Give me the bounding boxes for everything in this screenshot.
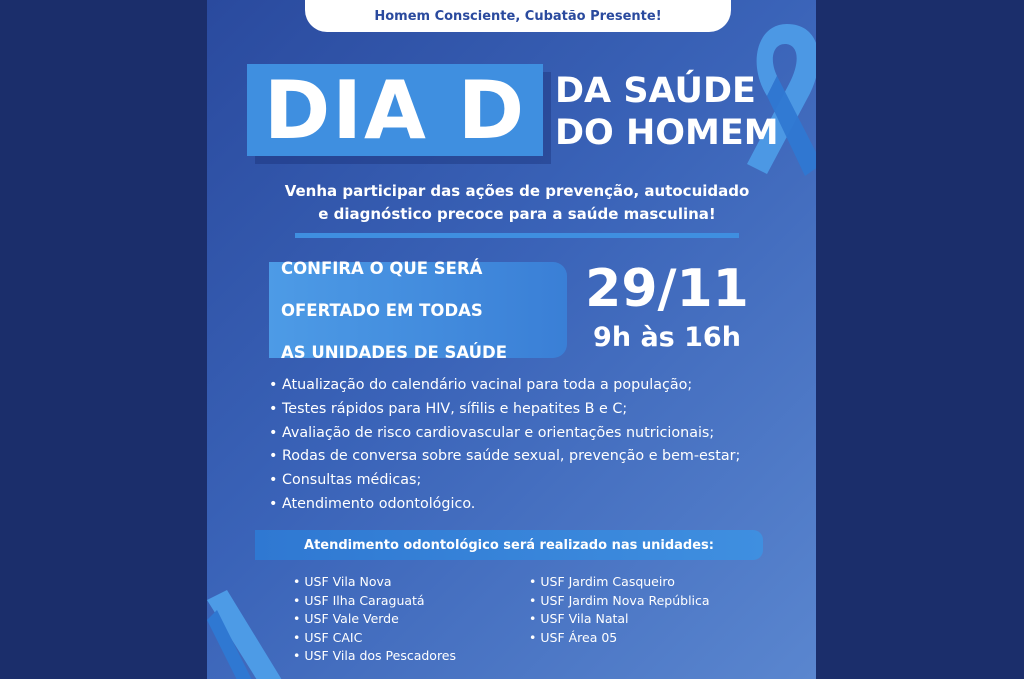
subtitle	[247, 180, 787, 226]
list-item: • USF Ilha Caraguatá	[293, 592, 456, 611]
offerings-list	[269, 374, 740, 517]
list-item: • Testes rápidos para HIV, sífilis e hepatites B e C;	[269, 398, 740, 422]
list-item: • USF Jardim Nova República	[529, 592, 710, 611]
list-item: • USF Jardim Casqueiro	[529, 573, 710, 592]
page-title	[555, 70, 779, 154]
awareness-ribbon-icon	[207, 590, 287, 679]
title-line-1: DA SAÚDE	[555, 71, 756, 111]
list-item: • USF Vila Nova	[293, 573, 456, 592]
poster	[207, 0, 816, 679]
list-item: • USF Vila dos Pescadores	[293, 647, 456, 666]
subtitle-line-2: e diagnóstico precoce para a saúde masculina!	[318, 205, 716, 223]
units-banner-text: Atendimento odontológico será realizado nas unidades:	[304, 537, 714, 553]
units-list-right	[529, 573, 710, 647]
title-line-2: DO HOMEM	[555, 113, 779, 153]
event-hours: 9h às 16h	[593, 322, 741, 353]
confira-banner	[269, 258, 567, 362]
list-item: • Atualização do calendário vacinal para toda a população;	[269, 374, 740, 398]
confira-line-1: CONFIRA O QUE SERÁ	[281, 258, 483, 278]
dia-d-badge	[247, 64, 543, 156]
list-item: • USF Vila Natal	[529, 610, 710, 629]
list-item: • Consultas médicas;	[269, 469, 740, 493]
event-date: 29/11	[585, 259, 749, 319]
list-item: • Rodas de conversa sobre saúde sexual, prevenção e bem-estar;	[269, 445, 740, 469]
list-item: • USF CAIC	[293, 629, 456, 648]
dia-d-text: DIA D	[263, 63, 527, 157]
subtitle-line-1: Venha participar das ações de prevenção, autocuidado	[284, 182, 750, 200]
confira-line-3: AS UNIDADES DE SAÚDE	[281, 342, 508, 362]
confira-text	[281, 237, 507, 384]
slogan-text: Homem Consciente, Cubatão Presente!	[374, 8, 662, 24]
units-list-left	[293, 573, 456, 666]
list-item: • Avaliação de risco cardiovascular e orientações nutricionais;	[269, 422, 740, 446]
slogan-banner	[305, 0, 731, 32]
confira-line-2: OFERTADO EM TODAS	[281, 300, 483, 320]
list-item: • Atendimento odontológico.	[269, 493, 740, 517]
list-item: • USF Vale Verde	[293, 610, 456, 629]
list-item: • USF Área 05	[529, 629, 710, 648]
units-banner	[255, 530, 763, 560]
